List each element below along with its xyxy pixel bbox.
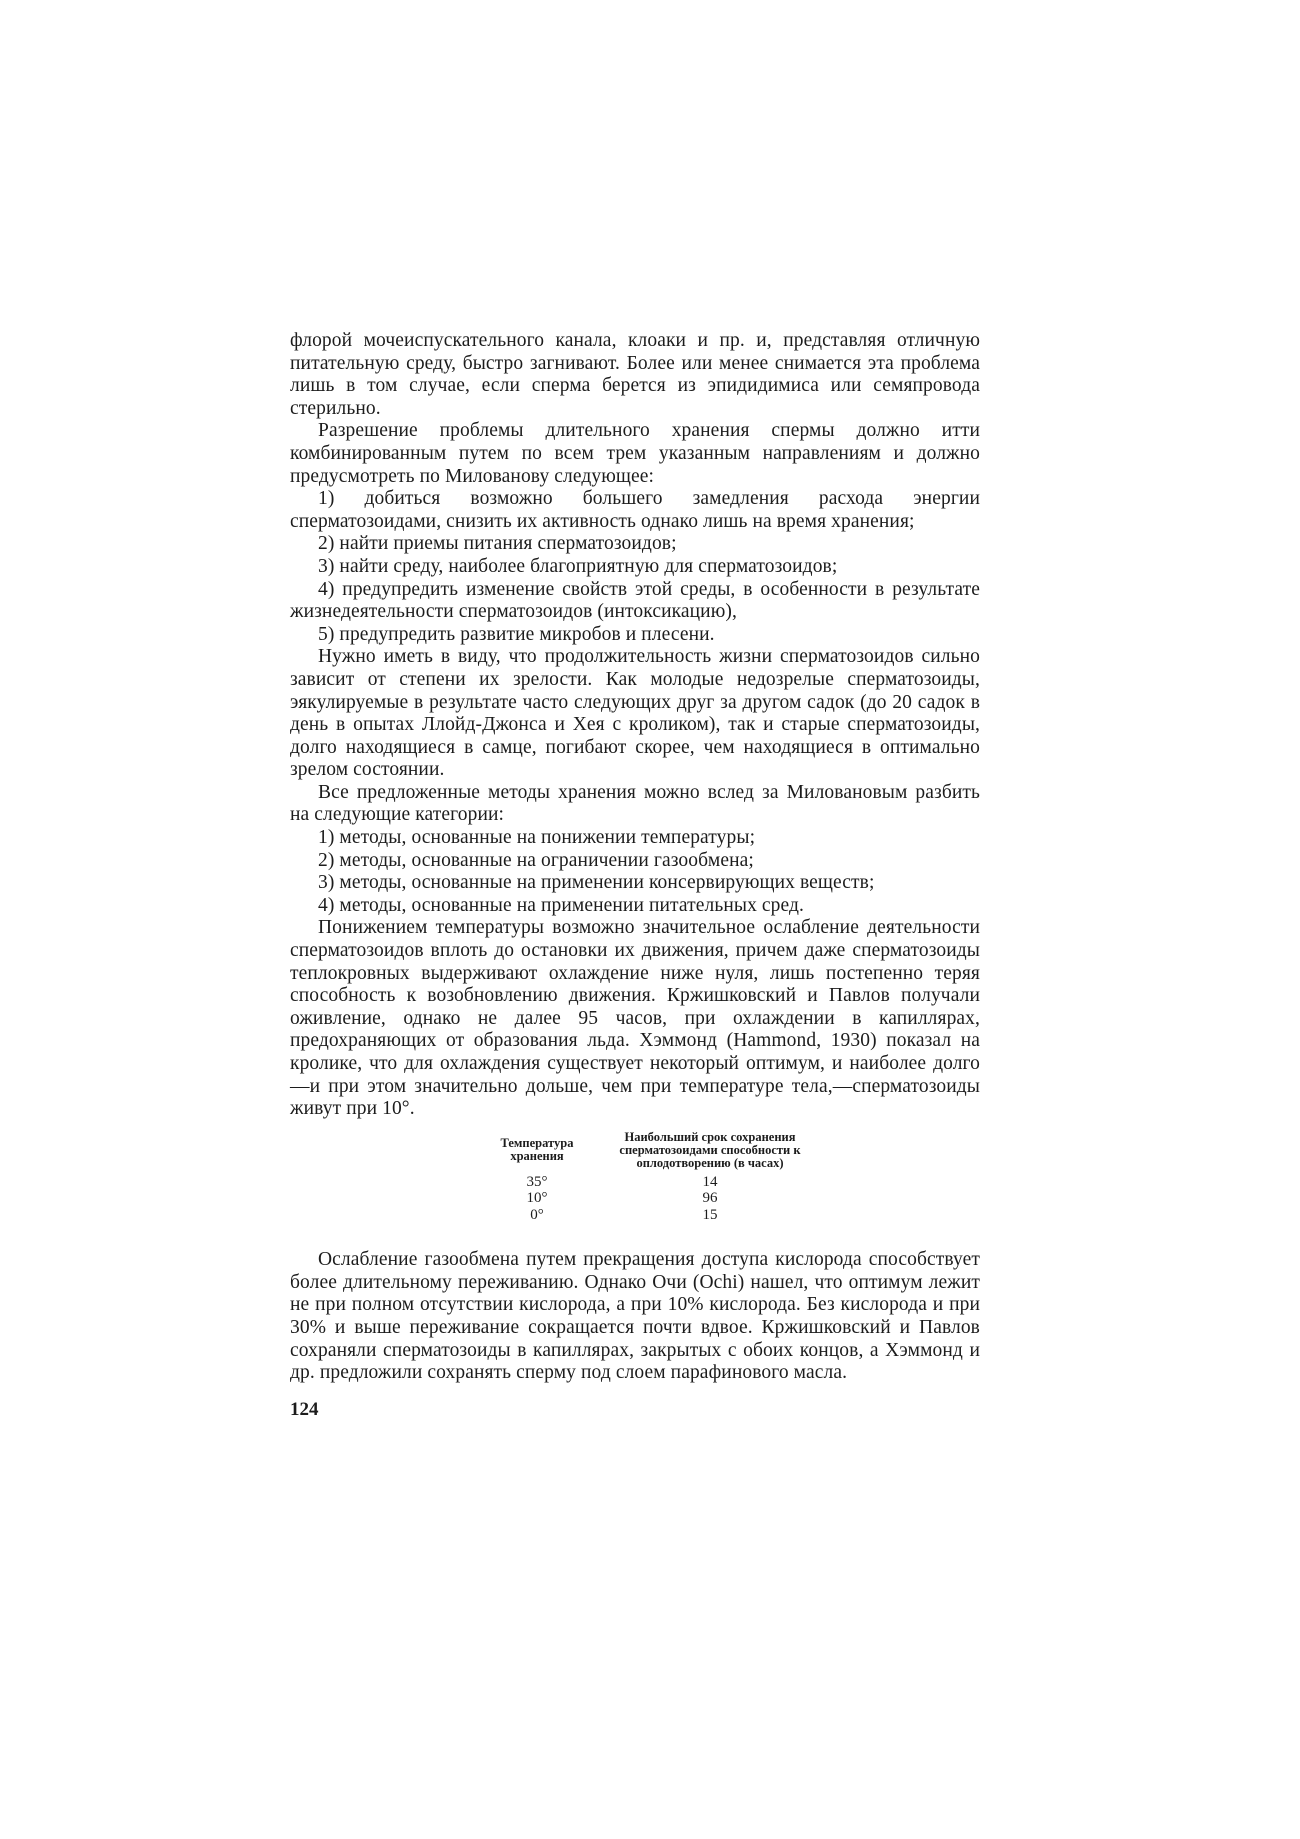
paragraph: Нужно иметь в виду, что продолжительность жизни сперматозоидов сильно зависит от степени их зрелости. Как молодые недозрелые сперматозоиды, эякулируемые в результате часто следующих друг за другом садок (до 20 садок в день в опытах Ллойд-Джонса и Хея с кроликом), так и старые сперматозоиды, долго находящиеся в самце, погибают скорее, чем находящиеся в оптимально зрелом состоянии. xyxy=(290,646,980,781)
paragraph: флорой мочеиспускательного канала, клоаки и пр. и, представляя отличную питательную среду, быстро загнивают. Более или менее снимается эта проблема лишь в том случае, если сперма берется из эпидидимиса или семяпровода стерильно. xyxy=(290,330,980,419)
paragraph: Понижением температуры возможно значительное ослабление деятельности сперматозоидов вплоть до остановки их движения, причем даже сперматозоиды теплокровных выдерживают охлаждение ниже нуля, лишь постепенно теряя способность к возобновлению движения. Кржишковский и Павлов получали оживление, однако не далее 95 часов, при охлаждении в капиллярах, предохраняющих от образования льда. Хэммонд (Hammond, 1930) показал на кролике, что для охлаждения существует некоторый оптимум, и наиболее долго—и при этом значительно дольше, чем при температуре тела,—сперматозоиды живут при 10°. xyxy=(290,917,980,1120)
text-block xyxy=(290,330,980,1121)
page-body xyxy=(290,330,980,1421)
table-cell-hours: 14 xyxy=(702,1173,718,1190)
list-item: 3) методы, основанные на применении консервирующих веществ; xyxy=(318,872,875,894)
paragraph: Ослабление газообмена путем прекращения доступа кислорода способствует более длительному переживанию. Однако Очи (Ochi) нашел, что оптимум лежит не при полном отсутствии кислорода, а при 10% кислорода. Без кислорода и при 30% и выше переживание сокращается почти вдвое. Кржишковский и Павлов сохраняли сперматозоиды в капиллярах, закрытых с обоих концов, а Хэммонд и др. предложили сохранять сперму под слоем парафинового масла. xyxy=(290,1249,980,1384)
paragraph: Все предложенные методы хранения можно вслед за Миловановым разбить на следующие категории: xyxy=(290,781,980,826)
list-item: 5) предупредить развитие микробов и плесени. xyxy=(318,623,715,645)
list-item: 4) методы, основанные на применении питательных сред. xyxy=(318,894,805,916)
storage-table xyxy=(468,1131,814,1224)
table-cell-hours: 15 xyxy=(702,1206,718,1223)
list-item: 2) методы, основанные на ограничении газообмена; xyxy=(318,849,754,871)
paragraph: Разрешение проблемы длительного хранения спермы должно итти комбинированным путем по всем трем указанным направлениям и должно предусмотреть по Милованову следующее: xyxy=(290,420,980,487)
table-cell-hours: 96 xyxy=(702,1190,718,1207)
table-row xyxy=(468,1190,814,1207)
col-header-duration: Наибольший срок сохранения сперматозоидами способности к оплодотворению (в часах) xyxy=(619,1129,801,1170)
table-header-row xyxy=(468,1131,814,1174)
table-row xyxy=(468,1174,814,1191)
list-item: 4) предупредить изменение свойств этой среды, в особенности в результате жизнедеятельности сперматозоидов (интоксикацию), xyxy=(290,578,980,623)
list-item: 2) найти приемы питания сперматозоидов; xyxy=(318,533,677,555)
table-cell-temp: 10° xyxy=(526,1190,548,1207)
list-item: 1) методы, основанные на понижении температуры; xyxy=(318,827,756,849)
spacer xyxy=(290,1223,980,1249)
table-cell-temp: 35° xyxy=(526,1173,548,1190)
table-cell-temp: 0° xyxy=(530,1206,544,1223)
list-item: 1) добиться возможно большего замедления расхода энергии сперматозоидами, снизить их активность однако лишь на время хранения; xyxy=(290,488,980,532)
page-number: 124 xyxy=(290,1398,319,1420)
table-row xyxy=(468,1207,814,1224)
list-item: 3) найти среду, наиболее благоприятную для сперматозоидов; xyxy=(318,555,838,577)
text-block xyxy=(290,1249,980,1385)
col-header-temperature: Температура хранения xyxy=(500,1136,574,1164)
